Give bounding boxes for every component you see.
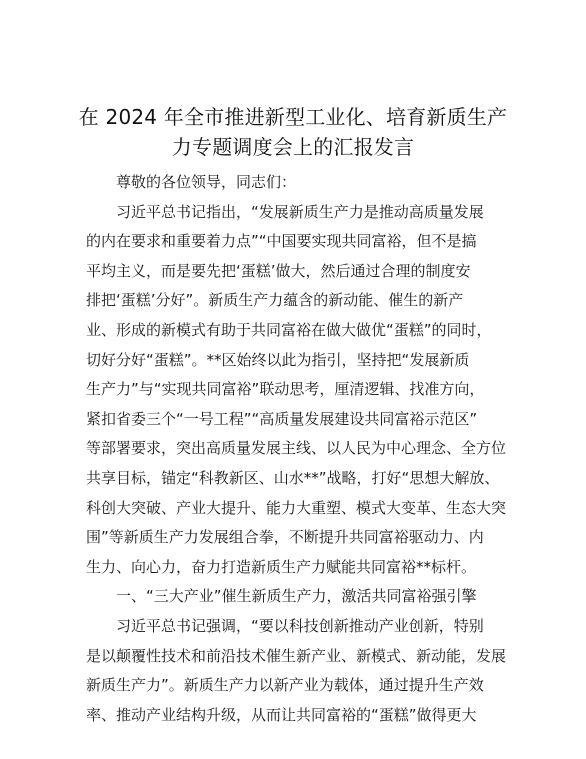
paragraph-line: 平均主义，而是要先把‘蛋糕’做大，然后通过合理的制度安 (86, 261, 471, 280)
salutation: 尊敬的各位领导，同志们： (116, 173, 297, 191)
section-heading: 一、“三大产业”催生新质生产力，激活共同富裕强引擎 (116, 587, 477, 606)
paragraph-line: 是以颠覆性技术和前沿技术催生新产业、新模式、新动能，发展 (86, 646, 507, 665)
title-line: 在 2024 年全市推进新型工业化、培育新质生产 (78, 105, 508, 129)
paragraph-line: 生产力”与“实现共同富裕”联动思考，厘清逻辑、找准方向， (86, 380, 485, 399)
paragraph-line: 等部署要求，突出高质量发展主线、以人民为中心理念、全方位 (86, 439, 507, 458)
paragraph-line: 的内在要求和重要着力点”“中国要实现共同富裕，但不是搞 (86, 232, 477, 251)
paragraph-line: 围”等新质生产力发展组合拳，不断提升共同富裕驱动力、内 (86, 528, 484, 547)
paragraph-line: 排把‘蛋糕’分好”。新质生产力蕴含的新动能、催生的新产 (86, 291, 464, 310)
paragraph-line: 率、推动产业结构升级，从而让共同富裕的“蛋糕”做得更大 (86, 705, 477, 724)
paragraph-1 (86, 198, 506, 583)
paragraph-line: 新质生产力”。新质生产力以新产业为载体，通过提升生产效 (86, 676, 484, 695)
paragraph-line: 生力、向心力，奋力打造新质生产力赋能共同富裕**标杆。 (86, 557, 477, 576)
paragraph-line: 习近平总书记强调，“要以科技创新推动产业创新，特别 (116, 616, 484, 635)
document-title (60, 102, 526, 162)
title-line: 力专题调度会上的汇报发言 (171, 135, 415, 159)
paragraph-line: 切好分好“蛋糕”。**区始终以此为指引，坚持把“发展新质 (86, 350, 470, 369)
paragraph-line: 共享目标，锚定“科教新区、山水**”战略，打好“思想大解放、 (86, 468, 500, 487)
paragraph-line: 习近平总书记指出，“发展新质生产力是推动高质量发展 (116, 202, 484, 221)
paragraph-line: 业、形成的新模式有助于共同富裕在做大做优“蛋糕”的同时， (86, 320, 492, 339)
document-body (86, 168, 506, 730)
paragraph-2 (86, 612, 506, 730)
paragraph-line: 科创大突破、产业大提升、能力大重塑、模式大变革、生态大突 (86, 498, 507, 517)
paragraph-line: 紧扣省委三个“一号工程”“高质量发展建设共同富裕示范区” (86, 409, 478, 428)
